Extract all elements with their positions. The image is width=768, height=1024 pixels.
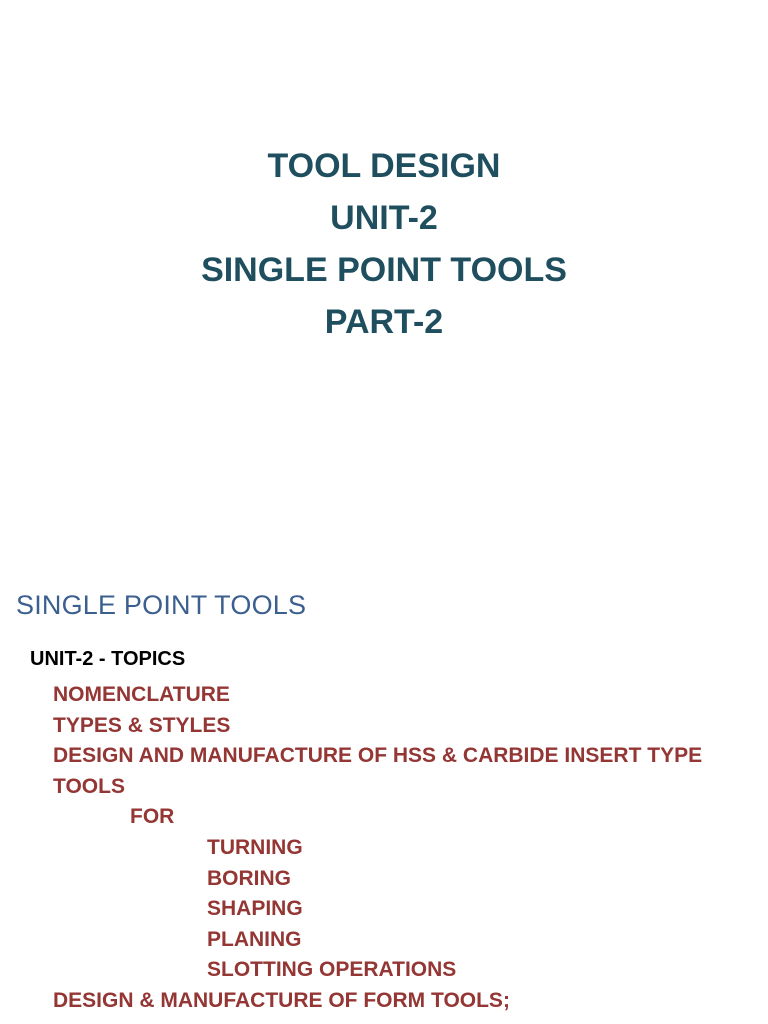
- topic-item: NOMENCLATURE: [53, 683, 230, 706]
- title-line-course: TOOL DESIGN: [267, 147, 501, 185]
- topics-slide: [0, 560, 768, 1024]
- topics-subheading: UNIT-2 - TOPICS: [30, 648, 186, 670]
- topic-subitem: BORING: [207, 866, 291, 890]
- topic-item: DESIGN AND MANUFACTURE OF HSS & CARBIDE INSERT TYPE: [53, 744, 703, 768]
- topic-list: [53, 680, 702, 1017]
- section-heading: SINGLE POINT TOOLS: [16, 590, 307, 620]
- title-block: [0, 140, 768, 348]
- title-line-unit: UNIT-2: [330, 199, 438, 237]
- topic-item-for: FOR: [130, 805, 175, 829]
- topic-subitem: PLANING: [207, 927, 302, 951]
- topic-subitem: SLOTTING OPERATIONS: [207, 958, 457, 982]
- topic-subitem: TURNING: [207, 835, 303, 859]
- title-line-topic: SINGLE POINT TOOLS: [201, 251, 567, 289]
- topic-subitem: SHAPING: [207, 897, 303, 921]
- topic-item: TYPES & STYLES: [53, 713, 231, 737]
- topic-item: TOOLS: [53, 774, 125, 798]
- topic-item: DESIGN & MANUFACTURE OF FORM TOOLS;: [53, 988, 510, 1012]
- title-line-part: PART-2: [324, 303, 444, 341]
